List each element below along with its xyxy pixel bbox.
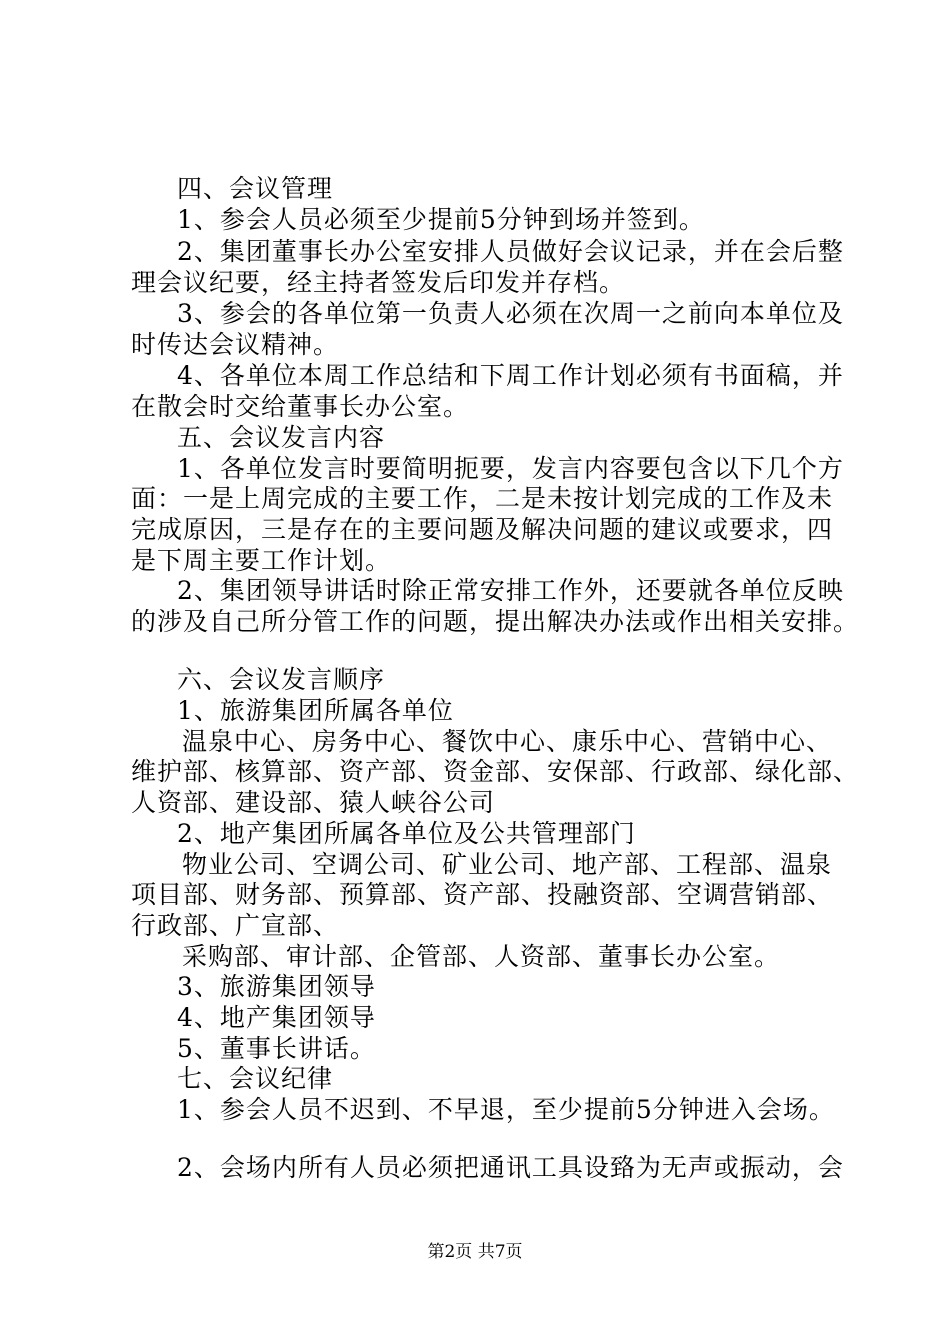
paragraph-line: 是下周主要工作计划。 xyxy=(131,546,392,575)
paragraph-line: 物业公司、空调公司、矿业公司、地产部、工程部、温泉 xyxy=(182,850,833,879)
paragraph-line: 采购部、审计部、企管部、人资部、董事长办公室。 xyxy=(182,942,781,971)
paragraph-line: 理会议纪要，经主持者签发后印发并存档。 xyxy=(131,268,626,297)
paragraph-line: 在散会时交给董事长办公室。 xyxy=(131,392,470,421)
paragraph-line: 1、旅游集团所属各单位 xyxy=(177,696,454,725)
section-heading-6: 六、会议发言顺序 xyxy=(177,665,386,694)
paragraph-line: 4、地产集团领导 xyxy=(177,1003,376,1032)
paragraph-line: 4、各单位本周工作总结和下周工作计划必须有书面稿，并 xyxy=(177,361,844,390)
paragraph-line: 1、参会人员必须至少提前5分钟到场并签到。 xyxy=(177,205,705,234)
page-footer: 第2页 共7页 xyxy=(427,1242,523,1262)
paragraph-line: 1、各单位发言时要简明扼要，发言内容要包含以下几个方 xyxy=(177,454,844,483)
paragraph-line: 5、董事长讲话。 xyxy=(177,1034,376,1063)
section-heading-4: 四、会议管理 xyxy=(177,174,334,203)
paragraph-line: 面：一是上周完成的主要工作，二是未按计划完成的工作及未 xyxy=(131,484,834,513)
paragraph-line: 1、参会人员不迟到、不早退，至少提前5分钟进入会场。 xyxy=(177,1095,835,1124)
paragraph-line: 3、参会的各单位第一负责人必须在次周一之前向本单位及 xyxy=(177,299,844,328)
section-heading-7: 七、会议纪律 xyxy=(177,1064,334,1093)
section-heading-5: 五、会议发言内容 xyxy=(177,423,386,452)
paragraph-line: 温泉中心、房务中心、餐饮中心、康乐中心、营销中心、 xyxy=(182,727,833,756)
paragraph-line: 的涉及自己所分管工作的问题，提出解决办法或作出相关安排。 xyxy=(131,607,860,636)
paragraph-line: 完成原因，三是存在的主要问题及解决问题的建议或要求，四 xyxy=(131,515,834,544)
paragraph-line: 2、集团董事长办公室安排人员做好会议记录，并在会后整 xyxy=(177,237,844,266)
paragraph-line: 3、旅游集团领导 xyxy=(177,972,376,1001)
paragraph-line: 2、集团领导讲话时除正常安排工作外，还要就各单位反映 xyxy=(177,576,844,605)
paragraph-line: 维护部、核算部、资产部、资金部、安保部、行政部、绿化部、 xyxy=(131,757,860,786)
paragraph-line: 2、地产集团所属各单位及公共管理部门 xyxy=(177,819,636,848)
paragraph-line: 人资部、建设部、猿人峡谷公司 xyxy=(131,788,496,817)
paragraph-line: 2、会场内所有人员必须把通讯工具设臵为无声或振动，会 xyxy=(177,1153,844,1182)
paragraph-line: 时传达会议精神。 xyxy=(131,330,340,359)
paragraph-line: 行政部、广宣部、 xyxy=(131,911,340,940)
paragraph-line: 项目部、财务部、预算部、资产部、投融资部、空调营销部、 xyxy=(131,880,834,909)
